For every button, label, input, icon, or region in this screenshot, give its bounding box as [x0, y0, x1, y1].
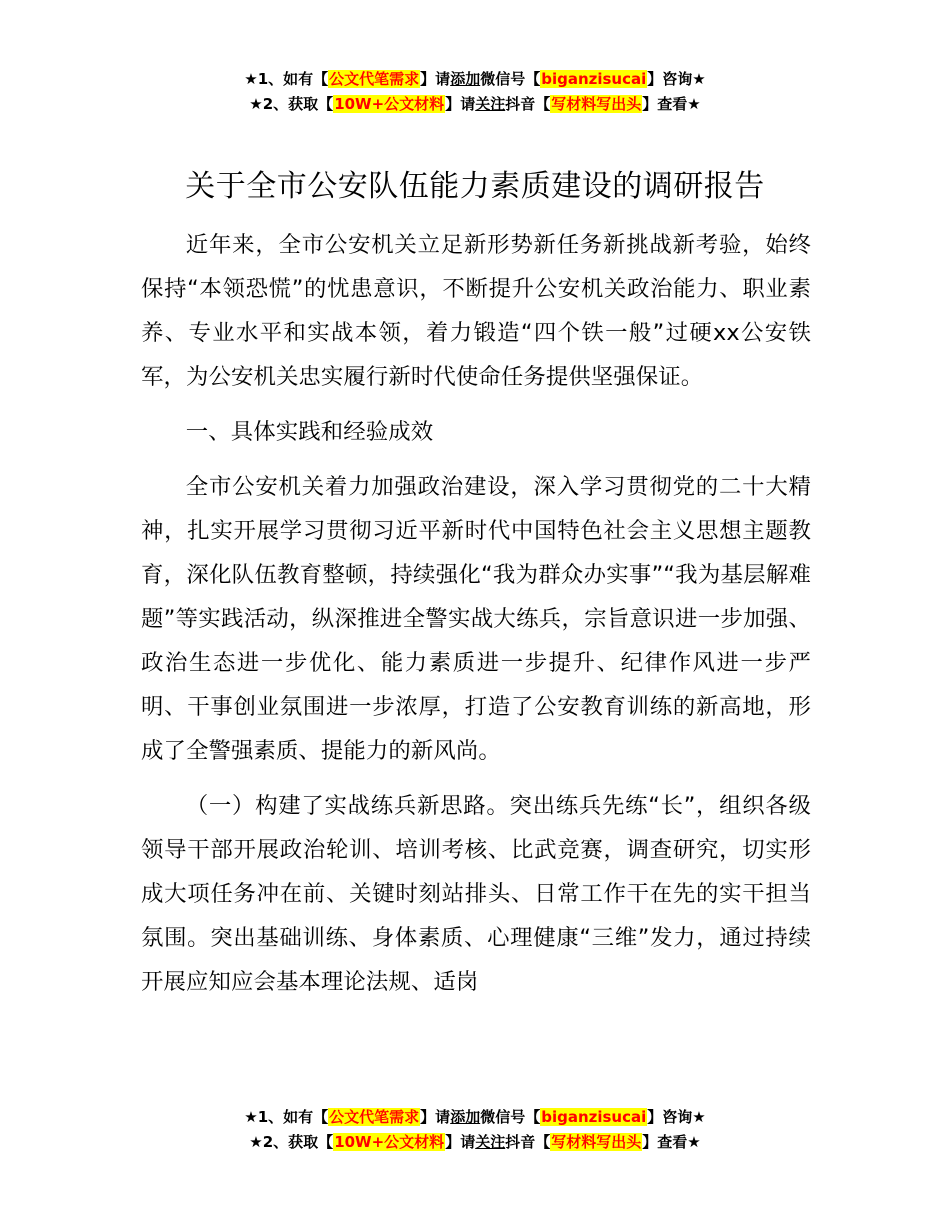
- banner-highlight: 10W+公文材料: [334, 1133, 445, 1151]
- banner-underline: 添加: [450, 1108, 481, 1126]
- banner-highlight: 公文代笔需求: [329, 1108, 420, 1126]
- banner-text: 】请: [420, 1108, 451, 1126]
- banner-text: ★2、获取【: [249, 95, 334, 113]
- banner-underline: 关注: [475, 1133, 506, 1151]
- banner-text: 】查看★: [642, 1133, 701, 1151]
- banner-text: 微信号【: [480, 1108, 541, 1126]
- footer-banner: [0, 1105, 950, 1155]
- paragraph-intro: 近年来，全市公安机关立足新形势新任务新挑战新考验，始终保持“本领恐慌”的忧患意识，不断提升公安机关政治能力、职业素养、专业水平和实战本领，着力锻造“四个铁一般”过硬xx公安铁军，为公安机关忠实履行新时代使命任务提供坚强保证。: [141, 232, 811, 390]
- banner-underline: 关注: [475, 95, 506, 113]
- banner-underline: 添加: [450, 70, 481, 88]
- banner-text: ★2、获取【: [249, 1133, 334, 1151]
- document-title: 关于全市公安队伍能力素质建设的调研报告: [185, 169, 765, 204]
- banner-text: 】请: [445, 95, 476, 113]
- banner-text: 微信号【: [480, 70, 541, 88]
- document-body: [141, 223, 811, 1004]
- banner-text: 】查看★: [642, 95, 701, 113]
- header-banner: [0, 67, 950, 117]
- banner-text: 抖音【: [505, 95, 551, 113]
- banner-highlight: biganzisucai: [541, 1108, 647, 1126]
- paragraph-overview: 全市公安机关着力加强政治建设，深入学习贯彻党的二十大精神，扎实开展学习贯彻习近平新时代中国特色社会主义思想主题教育，深化队伍教育整顿，持续强化“我为群众办实事”“我为基层解难题”等实践活动，纵深推进全警实战大练兵，宗旨意识进一步加强、政治生态进一步优化、能力素质进一步提升、纪律作风进一步严明、干事创业氛围进一步浓厚，打造了公安教育训练的新高地，形成了全警强素质、提能力的新风尚。: [141, 474, 811, 764]
- banner-line-1: [0, 1105, 950, 1130]
- banner-text: 】咨询★: [647, 70, 706, 88]
- banner-text: 】请: [420, 70, 451, 88]
- banner-text: 】咨询★: [647, 1108, 706, 1126]
- banner-highlight: 公文代笔需求: [329, 70, 420, 88]
- banner-line-2: [0, 92, 950, 117]
- banner-line-2: [0, 1130, 950, 1155]
- banner-text: ★1、如有【: [244, 70, 329, 88]
- banner-text: 】请: [445, 1133, 476, 1151]
- banner-highlight: biganzisucai: [541, 70, 647, 88]
- banner-highlight: 10W+公文材料: [334, 95, 445, 113]
- banner-highlight: 写材料写出头: [551, 1133, 642, 1151]
- paragraph-subsection-1: （一）构建了实战练兵新思路。突出练兵先练“长”，组织各级领导干部开展政治轮训、培训考核、比武竞赛，调查研究，切实形成大项任务冲在前、关键时刻站排头、日常工作干在先的实干担当氛围。突出基础训练、身体素质、心理健康“三维”发力，通过持续开展应知应会基本理论法规、适岗: [141, 793, 811, 995]
- banner-highlight: 写材料写出头: [551, 95, 642, 113]
- banner-line-1: [0, 67, 950, 92]
- section-heading: 一、具体实践和经验成效: [185, 419, 434, 445]
- banner-text: 抖音【: [505, 1133, 551, 1151]
- banner-text: ★1、如有【: [244, 1108, 329, 1126]
